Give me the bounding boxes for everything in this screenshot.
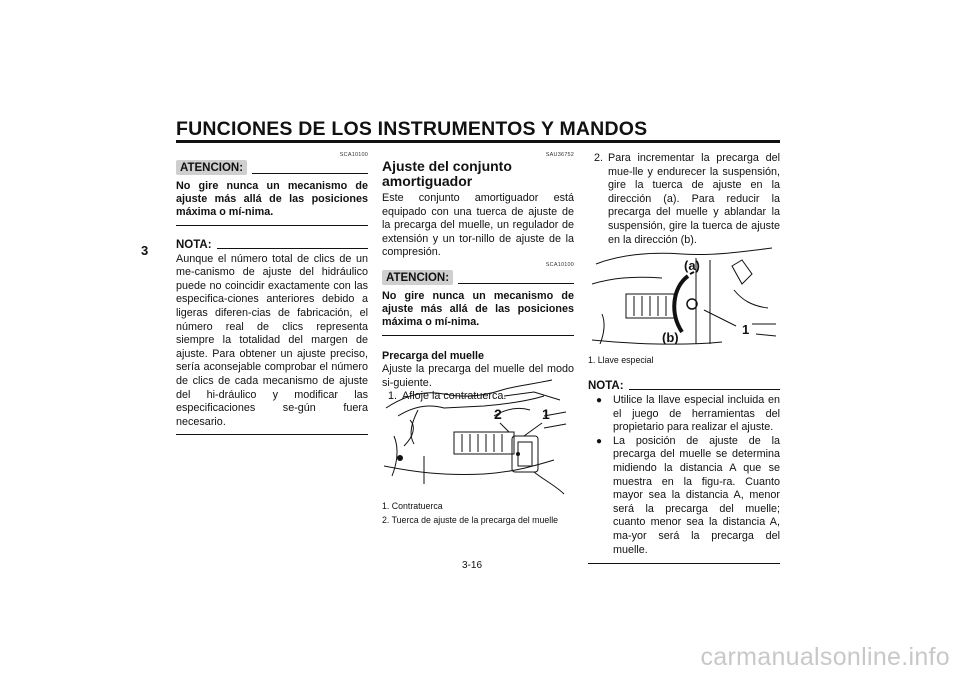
chapter-tab: 3 xyxy=(141,243,149,258)
nota-text: Aunque el número total de clics de un me-canismo de ajuste del hidráulico puede no coincidir exactamente con las especifica-ciones anteriores debido a ligeras diferen-cias de fabricación, el número real de clics representa siempre la totalidad del margen de ajuste. Para obtener un ajuste preciso, sería aconsejable comprobar el número de clics de cada mecanismo de ajuste del hi-dráulico y modificar las especificaciones se-gún fuera necesario. xyxy=(176,252,368,428)
nota-end-rule xyxy=(588,563,780,564)
nota-label: NOTA: xyxy=(588,380,624,392)
warning-line xyxy=(252,173,368,174)
bullet-text: La posición de ajuste de la precarga del muelle se determina midiendo la distancia A que se muestra en la figu-ra. Cuanto mayor sea la distancia A, menor será la precarga del muelle; cuanto menor sea la distancia A, ma-yor será la precarga del muelle. xyxy=(613,434,780,556)
warning-text: No gire nunca un mecanismo de ajuste más allá de las posiciones máxima o mí-nima. xyxy=(382,289,574,329)
step-text: Afloje la contratuerca. xyxy=(402,390,507,403)
figure-1-caption xyxy=(382,500,578,527)
section-code: SCA10100 xyxy=(339,152,368,158)
page-number: 3-16 xyxy=(462,560,483,571)
figure-shock-locknut xyxy=(384,376,570,496)
sub-text: Ajuste la precarga del muelle del modo si-guiente. xyxy=(382,363,574,389)
nota-end-rule xyxy=(176,434,368,435)
sub-heading: Precarga del muelle xyxy=(382,349,485,362)
bullet-icon: ● xyxy=(596,435,603,447)
section-code-2: SCA10100 xyxy=(545,261,574,268)
shock-absorber-drawing xyxy=(384,376,570,496)
warning-text: No gire nunca un mecanismo de ajuste más allá de las posiciones máxima o mí-nima. xyxy=(176,180,368,219)
nota-bullet xyxy=(588,435,780,557)
warning-heading xyxy=(176,160,368,175)
page-title: FUNCIONES DE LOS INSTRUMENTOS Y MANDOS xyxy=(176,118,648,140)
watermark: carmanualsonline.info xyxy=(700,643,950,671)
caption-item: 1. Contratuerca xyxy=(382,501,443,511)
caption-item: 2. Tuerca de ajuste de la precarga del muelle xyxy=(382,514,559,525)
bullet-icon: ● xyxy=(596,395,603,406)
warning-end-rule xyxy=(176,225,368,226)
nota-heading xyxy=(176,239,368,251)
nota-line xyxy=(217,248,368,249)
figure-special-wrench xyxy=(592,244,778,352)
figure-2-caption: 1. Llave especial xyxy=(588,355,654,365)
column-3 xyxy=(588,152,780,247)
nota-label: NOTA: xyxy=(176,238,212,251)
warning-heading xyxy=(382,270,574,285)
column-2 xyxy=(382,152,574,404)
figure-label-1: 1 xyxy=(542,406,550,422)
nota-line xyxy=(629,389,780,390)
step-number: 1. xyxy=(388,390,398,403)
step-2 xyxy=(588,152,780,247)
warning-line xyxy=(458,283,574,284)
intro-text: Este conjunto amortiguador está equipado con una tuerca de ajuste de la precarga del muelle, un regulador de extensión y un tor-nillo de ajuste de la compresión. xyxy=(382,192,574,259)
figure-label-b: (b) xyxy=(662,330,679,345)
figure-label-a: (a) xyxy=(684,258,700,273)
figure-label-2: 2 xyxy=(494,406,502,422)
warning-badge: ATENCION: xyxy=(382,270,453,285)
section-code: SAU36752 xyxy=(545,152,574,158)
nota-heading xyxy=(588,380,780,392)
warning-badge: ATENCION: xyxy=(176,160,247,175)
nota-bullet xyxy=(588,394,780,435)
nota-block xyxy=(588,380,780,564)
step-text: Para incrementar la precarga del mue-lle y endurecer la suspensión, gire la tuerca de ajuste en la dirección (a). Para reducir la precarga del muelle y ablandar la suspensión, gire la tuerca de ajuste en la dirección (b). xyxy=(608,152,780,246)
warning-end-rule xyxy=(382,335,574,336)
section-heading: Ajuste del conjunto amortiguador xyxy=(382,158,512,189)
step-number: 2. xyxy=(594,152,604,164)
column-1 xyxy=(176,152,368,435)
figure-label-1: 1 xyxy=(742,322,750,337)
bullet-text: Utilice la llave especial incluida en el juego de herramientas del propietario para realizar el ajuste. xyxy=(613,394,780,434)
title-rule xyxy=(176,140,780,143)
